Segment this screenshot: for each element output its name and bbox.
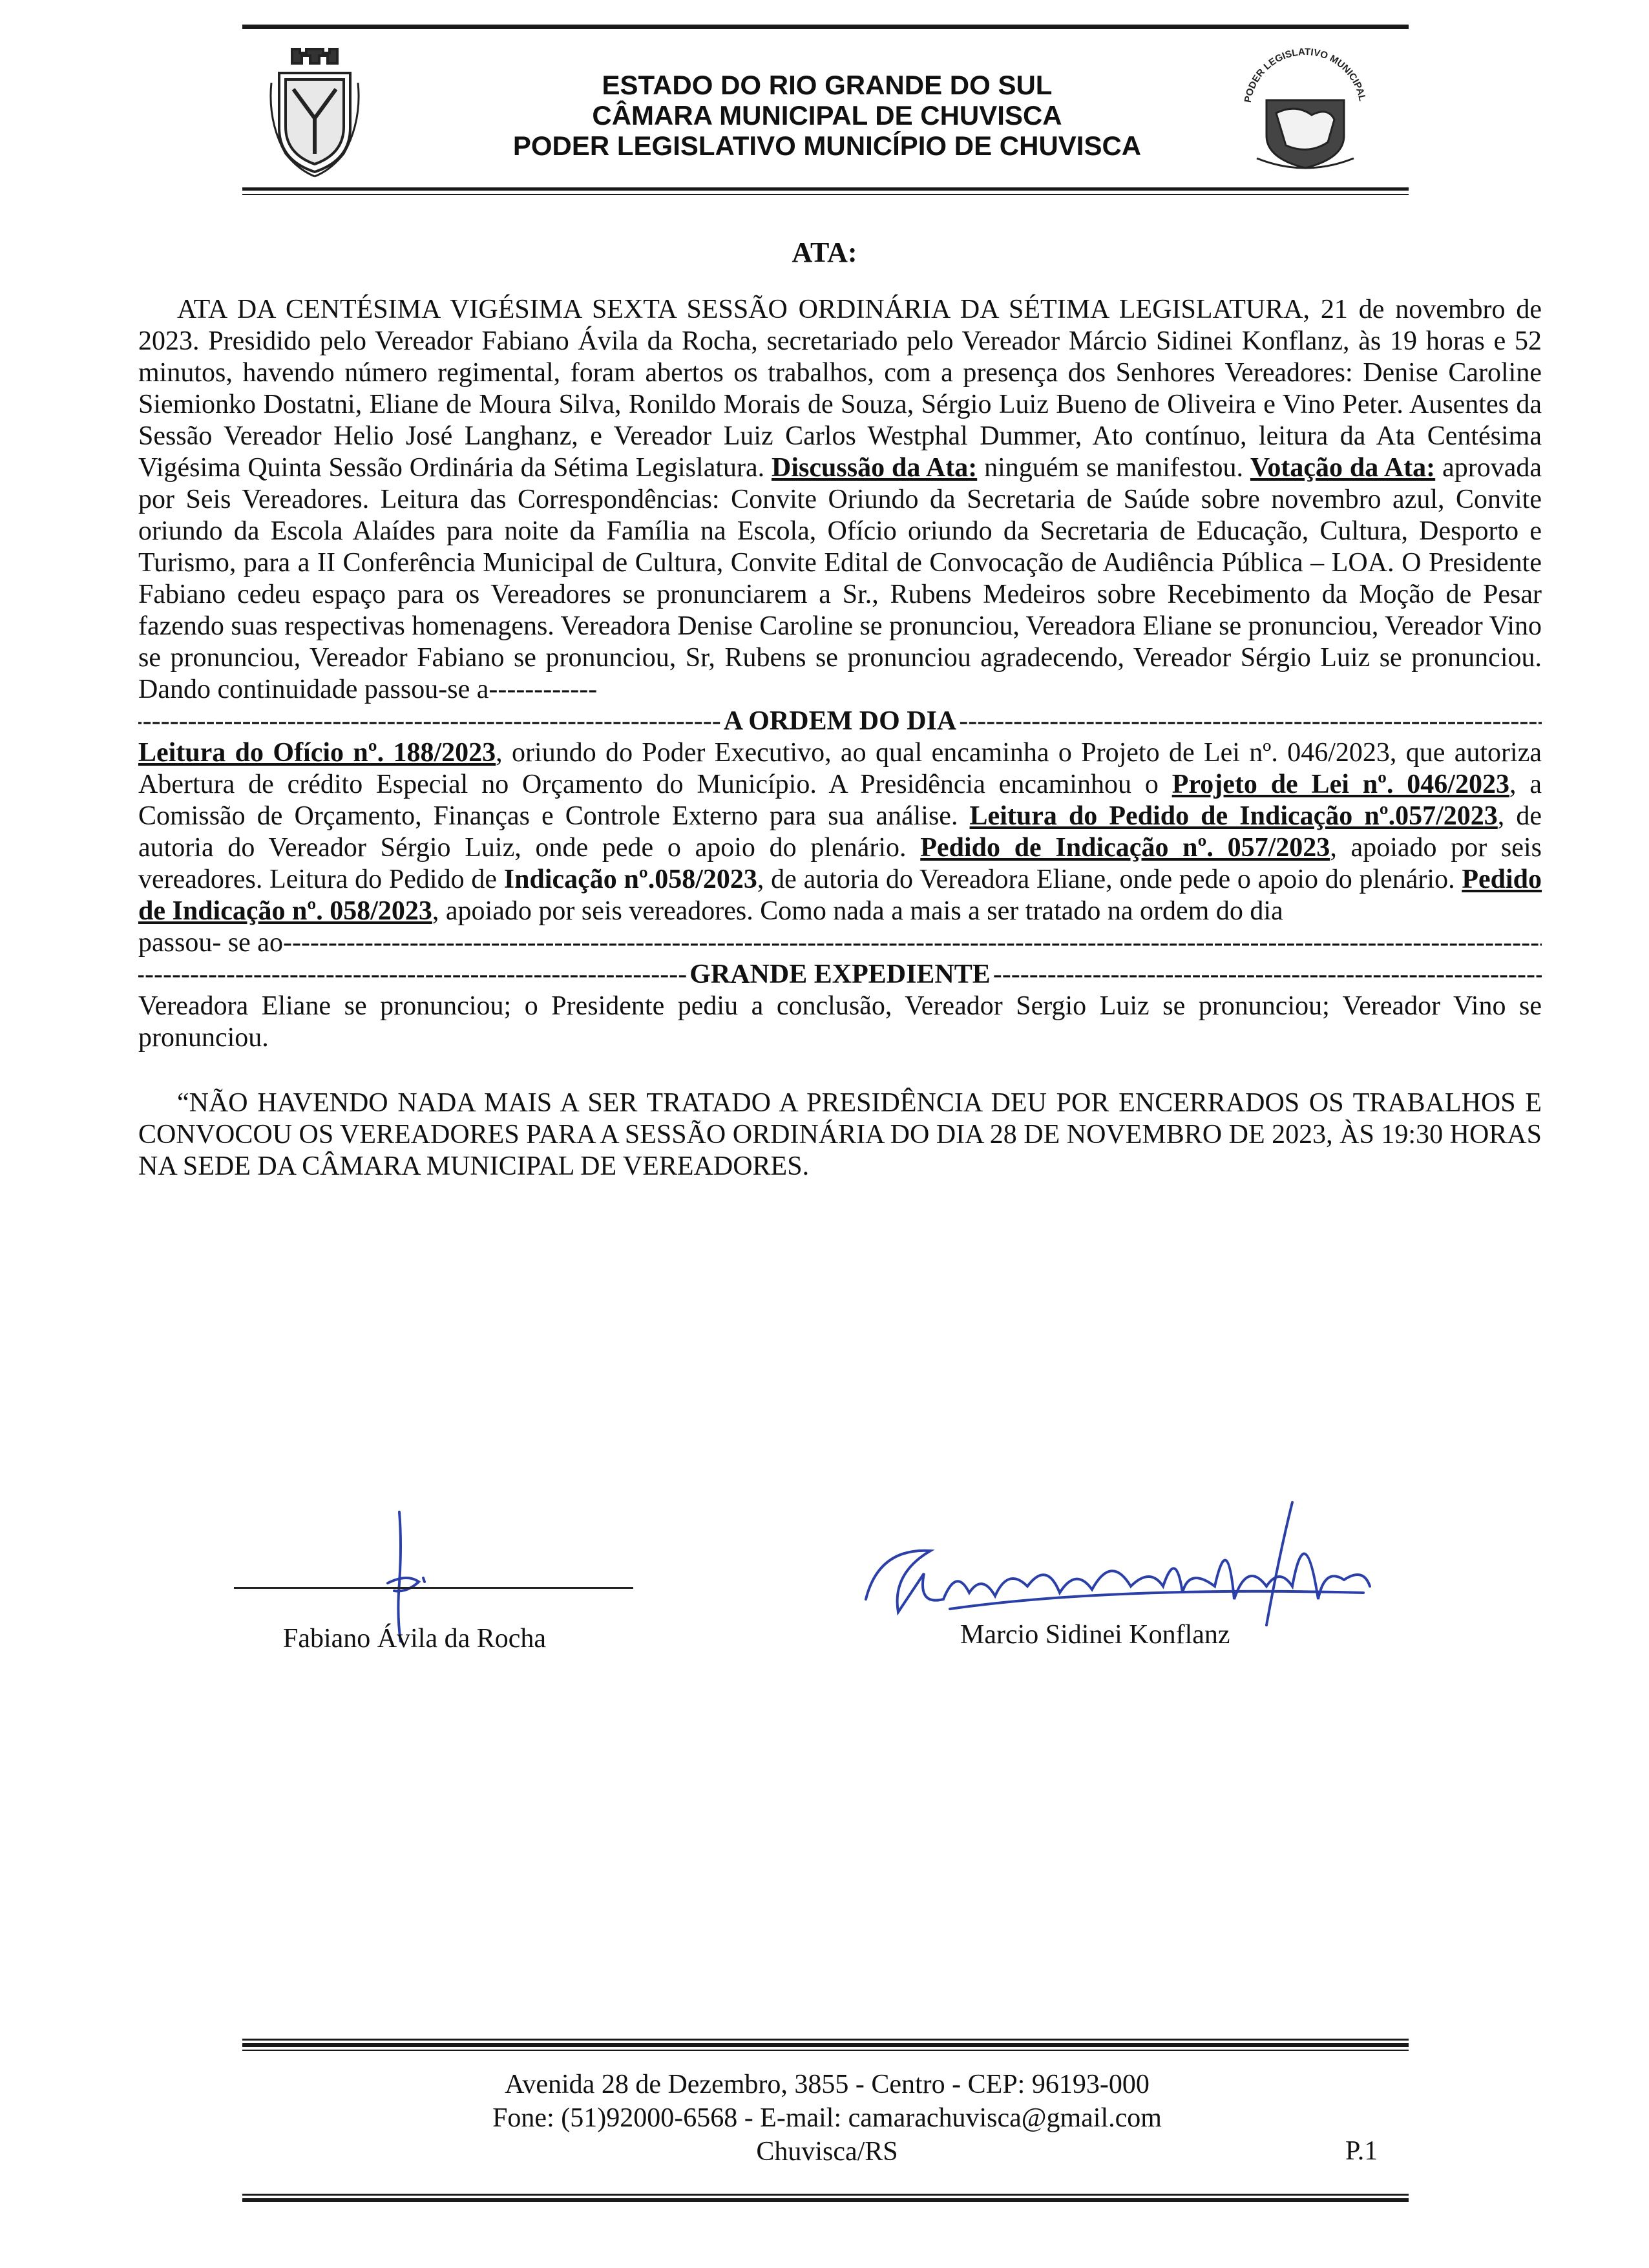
letterhead-state: ESTADO DO RIO GRANDE DO SUL [602, 70, 1053, 100]
order-text-1: , oriundo do Poder Executivo, ao qual encaminha o Projeto de Lei nº. 046/2023, que autoriza Abertura de crédito Especial no Orçamento do Município. A Presidência encaminhou o [138, 738, 1542, 799]
opening-paragraph: ATA DA CENTÉSIMA VIGÉSIMA SEXTA SESSÃO ORDINÁRIA DA SÉTIMA LEGISLATURA, 21 de novembro de 2023. Presidido pelo Vereador Fabiano Ávila da Rocha, secretariado pelo Vereador Márcio Sidinei Konflanz, às 19 horas e 52 minutos, havendo número regimental, foram abertos os trabalhos, com a presença dos Senhores Vereadores: Denise Caroline Siemionko Dostatni, Eliane de Moura Silva, Ronildo Morais de Souza, Sérgio Luiz Bueno de Oliveira e Vino Peter. Ausentes da Sessão Vereador Helio José Langhanz, e Vereador Luiz Carlos Westphal Dummer, Ato contínuo, leitura da Ata Centésima Vigésima Quinta Sessão Ordinária da Sétima Legislatura. Discussão da Ata: ninguém se manifestou. Votação da Ata: aprovada por Seis Vereadores. Leitura das Correspondências: Convite Oriundo da Secretaria de Saúde sobre novembro azul, Convite oriundo da Escola Alaídes para noite da Família na Escola, Ofício oriundo da Secretaria de Educação, Cultura, Desporto e Turismo, para a II Conferência Municipal de Cultura, Convite Edital de Convocação de Audiência Pública – LOA. O Presidente Fabiano cedeu espaço para os Vereadores se pronunciarem a Sr., Rubens Medeiros sobre Recebimento da Moção de Pesar fazendo suas respectivas homenagens. Vereadora Denise Caroline se pronunciou, Vereadora Eliane se pronunciou, Vereador Vino se pronunciou, Vereador Fabiano se pronunciou, Sr, Rubens se pronunciou agradecendo, Vereador Sérgio Luiz se pronunciou. Dando continuidade passou-se a------------ [138, 295, 1542, 704]
svg-text:PODER LEGISLATIVO MUNICIPAL: PODER LEGISLATIVO MUNICIPAL [1242, 46, 1368, 104]
indication-058-ref: Pedido de Indicação nº. 058/2023 [138, 865, 1542, 926]
indication-057-reading: Leitura do Pedido de Indicação nº.057/2023 [969, 801, 1498, 831]
order-of-day-paragraph [138, 737, 1542, 927]
footer-contact [362, 2068, 1292, 2168]
correspondence-text: aprovada por Seis Vereadores. Leitura das Correspondências: Convite Oriundo da Secretaria de Saúde sobre novembro azul, Convite oriundo da Escola Alaídes para noite da Família na Escola, Ofício oriundo da Secretaria de Educação, Cultura, Desporto e Turismo, para a II Conferência Municipal de Cultura, Convite Edital de Convocação de Audiência Pública – LOA. O Presidente Fabiano cedeu espaço para os Vereadores se pronunciarem a Sr., Rubens Medeiros sobre Recebimento da Moção de Pesar fazendo suas respectivas homenagens. Vereadora Denise Caroline se pronunciou, Vereadora Eliane se pronunciou, Vereador Vino se pronunciou, Vereador Fabiano se pronunciou, Sr, Rubens se pronunciou agradecendo, Vereador Sérgio Luiz se pronunciou. Dando continuidade passou-se a [138, 453, 1542, 704]
signature-line-left [234, 1587, 633, 1589]
page-number: P.1 [1345, 2136, 1378, 2166]
grand-expedient-paragraph: Vereadora Eliane se pronunciou; o Presidente pediu a conclusão, Vereador Sergio Luiz se pronunciou; Vereador Vino se pronunciou. [138, 991, 1542, 1053]
grand-expedient-heading: GRANDE EXPEDIENTE [689, 960, 991, 989]
order-text-5: , de autoria do Vereadora Eliane, onde pede o apoio do plenário. [757, 865, 1462, 894]
signature-marcio [853, 1489, 1402, 1638]
letterhead-chamber: CÂMARA MUNICIPAL DE CHUVISCA [592, 100, 1062, 131]
order-of-day-heading: A ORDEM DO DIA [723, 706, 957, 736]
official-letter-ref: Leitura do Ofício nº. 188/2023 [138, 738, 496, 768]
municipal-crest-icon [266, 44, 363, 178]
footer-top-rule [242, 2039, 1409, 2041]
header-top-rule [242, 25, 1409, 29]
footer-city: Chuvisca/RS [756, 2137, 898, 2167]
closing-statement: “NÃO HAVENDO NADA MAIS A SER TRATADO A PRESIDÊNCIA DEU POR ENCERRADOS OS TRABALHOS E CONVOCOU OS VEREADORES PARA A SESSÃO ORDINÁRIA DO DIA 28 DE NOVEMBRO DE 2023, ÀS 19:30 HORAS NA SEDE DA CÂMARA MUNICIPAL DE VEREADORES. [138, 1088, 1542, 1181]
indication-058-reading: Indicação nº.058/2023 [503, 865, 757, 894]
letterhead [362, 70, 1292, 161]
order-text-3: , de autoria do Vereador Sérgio Luiz, onde pede o apoio do plenário. [138, 801, 1542, 863]
order-text-4: , apoiado por seis vereadores. Leitura do Pedido de [138, 833, 1542, 894]
secretary-name: Marcio Sidinei Konflanz [960, 1620, 1230, 1650]
document-title: ATA: [792, 236, 857, 268]
footer-top-rule-thick [242, 2043, 1409, 2047]
order-of-day-divider [138, 706, 1542, 737]
opening-text: ATA DA CENTÉSIMA VIGÉSIMA SEXTA SESSÃO ORDINÁRIA DA SÉTIMA LEGISLATURA, 21 de novembro de 2023. Presidido pelo Vereador Fabiano Ávila da Rocha, secretariado pelo Vereador Márcio Sidinei Konflanz, às 19 horas e 52 minutos, havendo número regimental, foram abertos os trabalhos, com a presença dos Senhores Vereadores: Denise Caroline Siemionko Dostatni, Eliane de Moura Silva, Ronildo Morais de Souza, Sérgio Luiz Bueno de Oliveira e Vino Peter. Ausentes da Sessão Vereador Helio José Langhanz, e Vereador Luiz Carlos Westphal Dummer, Ato contínuo, leitura da Ata Centésima Vigésima Quinta Sessão Ordinária da Sétima Legislatura. [138, 295, 1542, 483]
letterhead-legislative: PODER LEGISLATIVO MUNICÍPIO DE CHUVISCA [512, 131, 1142, 161]
vote-heading: Votação da Ata: [1250, 453, 1436, 483]
footer-address: Avenida 28 de Dezembro, 3855 - Centro - CEP: 96193-000 [505, 2070, 1150, 2099]
transition-text: passou- se ao [138, 928, 283, 958]
footer-top-rule-thin [242, 2050, 1409, 2051]
footer-bottom-rule [242, 2194, 1409, 2196]
transition-line [138, 927, 1542, 959]
discussion-heading: Discussão da Ata: [772, 453, 978, 483]
bill-ref: Projeto de Lei nº. 046/2023 [1171, 770, 1509, 799]
footer-bottom-rule-thick [242, 2198, 1409, 2202]
president-name: Fabiano Ávila da Rocha [283, 1624, 547, 1654]
discussion-text: ninguém se manifestou. [977, 453, 1250, 483]
header-bottom-rule [242, 187, 1409, 191]
indication-057-ref: Pedido de Indicação nº. 057/2023 [920, 833, 1330, 863]
legislative-seal-icon [1231, 39, 1380, 174]
order-text-6: , apoiado por seis vereadores. Como nada a mais a ser tratado na ordem do dia [432, 896, 1283, 926]
order-text-2: , a Comissão de Orçamento, Finanças e Controle Externo para sua análise. [138, 770, 1542, 831]
footer-phone-email: Fone: (51)92000-6568 - E-mail: camarachuvisca@gmail.com [492, 2103, 1162, 2133]
grand-expedient-divider [138, 959, 1542, 991]
minutes-body [138, 294, 1542, 1182]
header-bottom-rule-thin [242, 194, 1409, 195]
